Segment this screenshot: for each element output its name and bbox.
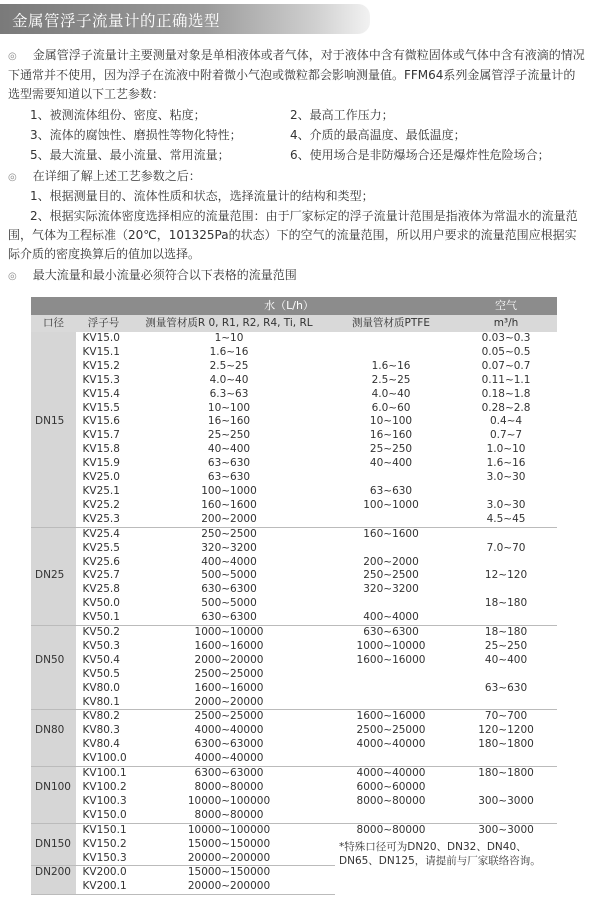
air-range-cell: 40~400 [484,653,528,666]
size-cell [31,852,76,866]
header-air-unit: m³/h [455,315,557,332]
bullet-icon: ◎ [8,271,17,282]
metal-range-cell: 8000~80000 [131,809,327,823]
ptfe-range-cell: 400~4000 [335,611,447,625]
size-cell [31,556,76,570]
ptfe-range-cell: 4000~40000 [356,767,426,780]
metal-range-cell: 15000~150000 [187,837,271,850]
header-water: 水（L/h） [131,297,447,315]
air-range-cell: 300~3000 [478,823,534,836]
ptfe-range-cell [335,513,447,527]
ptfe-range-cell [335,668,447,682]
table-intro: ◎ 最大流量和最小流量必须符合以下表格的流量范围 [8,268,297,282]
section-title-bar [0,4,370,34]
size-cell [31,471,76,485]
model-cell: KV15.8 [82,443,120,456]
metal-range-cell: 63~630 [207,471,251,484]
metal-range-cell: 6.3~63 [209,387,249,400]
table-row [31,696,557,710]
step-2: 2、根据实际流体密度选择相应的流量范围：由于厂家标定的浮子流量计范围是指液体为常温水的流量范围，气体为工程标准（20℃，101325Pa的状态）下的空气的流量范围，所以用户要求的流量范围应根据实际介质的密度换算后的值加以选择。 [8,209,578,261]
metal-range-cell: 630~6300 [201,583,257,596]
model-cell: KV150.2 [82,837,127,850]
ptfe-range-cell: 1.6~16 [371,359,411,372]
size-cell: DN200 [31,866,76,880]
metal-range-cell: 2.5~25 [209,359,249,372]
metal-range-cell: 25~250 [207,429,251,442]
metal-range-cell: 15000~150000 [187,866,271,879]
table-row [31,542,557,556]
size-cell [31,710,76,724]
model-cell: KV15.5 [82,401,120,414]
metal-range-cell: 10000~100000 [187,794,271,807]
table-row [31,597,557,611]
table-row [31,823,557,837]
air-range-cell [455,527,557,541]
model-cell: KV50.4 [82,653,120,666]
metal-range-cell: 10000~100000 [187,823,271,836]
model-cell: KV25.6 [82,555,120,568]
air-range-cell: 1.6~16 [486,457,526,470]
model-cell: KV15.9 [82,457,120,470]
air-range-cell: 3.0~30 [486,471,526,484]
air-range-cell: 1.0~10 [486,443,526,456]
param-3: 3、流体的腐蚀性、磨损性等物化特性； [30,128,242,142]
size-cell [31,346,76,360]
air-range-cell [455,809,557,823]
air-range-cell: 0.18~1.8 [481,387,531,400]
table-row [31,809,557,823]
table-row [31,346,557,360]
metal-range-cell: 630~6300 [131,611,327,625]
size-cell [31,668,76,682]
model-cell: KV100.2 [82,781,127,793]
size-cell [31,823,76,837]
table-row [31,654,557,668]
air-range-cell: 180~1800 [478,738,534,751]
size-cell [31,640,76,654]
page-title: 金属管浮子流量计的正确选型 [12,12,221,30]
table-row [31,443,557,457]
size-cell: DN25 [31,569,76,583]
size-cell [31,388,76,402]
after-params: ◎ 在详细了解上述工艺参数之后： [8,169,201,183]
ptfe-range-cell: 1600~16000 [356,653,426,666]
size-cell [31,402,76,416]
header-metal: 测量管材质R 0, R1, R2, R4, Ti, RL [131,315,327,332]
size-cell: DN50 [31,654,76,668]
size-cell [31,332,76,346]
model-cell: KV200.1 [76,880,131,894]
table-row [31,710,557,724]
ptfe-range-cell [335,346,447,360]
metal-range-cell: 4.0~40 [209,373,249,386]
model-cell: KV25.5 [82,541,120,554]
metal-range-cell: 40~400 [207,443,251,456]
metal-range-cell: 1000~10000 [194,626,264,639]
model-cell: KV15.3 [82,373,120,386]
table-row [31,556,557,570]
ptfe-range-cell: 2500~25000 [356,724,426,737]
model-cell: KV25.4 [82,527,120,540]
metal-range-cell: 10~100 [207,401,251,414]
header-ptfe: 测量管材质PTFE [335,315,447,332]
ptfe-range-cell: 1600~16000 [356,710,426,723]
size-cell [31,485,76,499]
size-cell [31,443,76,457]
ptfe-range-cell: 6.0~60 [371,401,411,414]
model-cell: KV25.8 [82,583,120,596]
ptfe-range-cell: 4000~40000 [356,738,426,751]
model-cell: KV80.3 [82,724,120,737]
size-cell [31,767,76,781]
air-range-cell: 0.03~0.3 [481,332,531,344]
metal-range-cell: 16~160 [207,415,251,428]
metal-range-cell: 500~5000 [201,597,257,610]
ptfe-range-cell [335,682,447,696]
size-cell [31,527,76,541]
air-range-cell [455,752,557,766]
table-row [31,752,557,766]
size-cell [31,374,76,388]
table-row [31,611,557,625]
table-row [31,429,557,443]
size-cell [31,738,76,752]
param-1: 1、被测流体组份、密度、粘度； [30,108,206,122]
model-cell: KV25.0 [82,471,120,484]
model-cell: KV150.3 [76,852,131,866]
metal-range-cell: 2500~25000 [194,710,264,723]
ptfe-range-cell [335,471,447,485]
size-cell [31,809,76,823]
ptfe-range-cell: 8000~80000 [356,823,426,836]
size-cell [31,696,76,710]
air-range-cell: 12~120 [484,569,528,582]
size-cell [31,583,76,597]
air-range-cell: 18~180 [484,626,528,639]
air-range-cell [455,696,557,710]
size-cell [31,682,76,696]
model-cell: KV100.1 [82,767,127,780]
air-range-cell [455,556,557,570]
air-range-cell: 0.4~4 [489,415,523,428]
ptfe-range-cell: 16~160 [369,429,413,442]
model-cell: KV200.0 [82,866,127,879]
model-cell: KV50.1 [76,611,131,625]
param-6: 6、使用场合是非防爆场合还是爆炸性危险场合； [290,148,550,162]
metal-range-cell: 1600~16000 [194,681,264,694]
model-cell: KV80.1 [76,696,131,710]
table-row [31,781,557,795]
model-cell: KV50.2 [82,626,120,639]
size-cell [31,542,76,556]
model-cell: KV100.0 [76,752,131,766]
table-row [31,415,557,429]
ptfe-range-cell [335,332,447,346]
table-row [31,374,557,388]
metal-range-cell: 6300~63000 [194,767,264,780]
model-cell: KV15.2 [82,359,120,372]
air-range-cell: 7.0~70 [486,541,526,554]
model-cell: KV25.2 [82,498,120,511]
air-range-cell [455,611,557,625]
table-row [31,583,557,597]
size-cell: DN80 [31,724,76,738]
model-cell: KV15.4 [82,387,120,400]
model-cell: KV15.7 [82,429,120,442]
metal-range-cell: 400~4000 [201,555,257,568]
param-2: 2、最高工作压力； [290,108,394,122]
model-cell: KV80.0 [82,681,120,694]
air-range-cell: 0.11~1.1 [481,373,531,386]
size-cell [31,597,76,611]
ptfe-range-cell: 200~2000 [363,555,419,568]
metal-range-cell: 500~5000 [201,569,257,582]
size-cell [31,795,76,809]
size-cell [31,880,76,894]
special-size-note: *特殊口径可为DN20、DN32、DN40、DN65、DN125，请提前与厂家联络咨询。 [339,840,541,867]
ptfe-range-cell: 6000~60000 [356,781,426,793]
air-range-cell: 300~3000 [478,794,534,807]
metal-range-cell: 250~2500 [201,527,257,540]
air-range-cell [455,668,557,682]
size-cell [31,513,76,527]
ptfe-range-cell [335,597,447,611]
model-cell: KV15.1 [82,345,120,358]
air-range-cell: 63~630 [484,681,528,694]
model-cell: KV15.6 [82,415,120,428]
size-cell [31,752,76,766]
table-row [31,838,557,852]
table-row [31,738,557,752]
table-row [31,724,557,738]
ptfe-range-cell: 10~100 [369,415,413,428]
header-blank [31,297,131,315]
air-range-cell: 0.7~7 [489,429,523,442]
table-row [31,795,557,809]
ptfe-range-cell: 4.0~40 [371,387,411,400]
param-5: 5、最大流量、最小流量、常用流量； [30,148,230,162]
header-size: 口径 [31,315,76,332]
size-cell [31,360,76,374]
model-cell: KV50.0 [82,597,120,610]
air-range-cell: 4.5~45 [455,513,557,527]
table-row [31,457,557,471]
table-row [31,527,557,541]
ptfe-range-cell [335,809,447,823]
model-cell: KV80.2 [82,710,120,723]
ptfe-range-cell: 100~1000 [363,498,419,511]
header-model: 浮子号 [76,315,131,332]
table-row [31,668,557,682]
model-cell: KV15.0 [82,332,120,344]
bullet-icon: ◎ [8,172,17,183]
table-row [31,626,557,640]
model-cell: KV150.0 [76,809,131,823]
table-row [31,388,557,402]
model-cell: KV80.4 [82,738,120,751]
table-row [31,513,557,527]
air-range-cell: 0.28~2.8 [481,401,531,414]
air-range-cell: 0.05~0.5 [481,345,531,358]
metal-range-cell: 20000~200000 [131,852,327,866]
ptfe-range-cell: 1000~10000 [356,639,426,652]
metal-range-cell: 4000~40000 [131,752,327,766]
metal-range-cell: 1.6~16 [209,345,249,358]
metal-range-cell: 6300~63000 [194,738,264,751]
model-cell: KV25.7 [82,569,120,582]
metal-range-cell: 2500~25000 [194,667,264,680]
table-row [31,569,557,583]
metal-range-cell: 1~10 [214,332,244,344]
air-range-cell: 3.0~30 [486,498,526,511]
ptfe-range-cell: 630~6300 [363,626,419,639]
table-row [31,682,557,696]
ptfe-range-cell: 250~2500 [363,569,419,582]
size-cell [31,429,76,443]
metal-range-cell: 160~1600 [201,498,257,511]
table-row [31,499,557,513]
air-range-cell [455,781,557,795]
metal-range-cell: 200~2000 [131,513,327,527]
param-4: 4、介质的最高温度、最低温度； [290,128,466,142]
ptfe-range-cell: 8000~80000 [356,794,426,807]
intro-text: 金属管浮子流量计主要测量对象是单相液体或者气体，对于液体中含有微粒固体或气体中含有液滴的情况下通常并不使用，因为浮子在流液中附着微小气泡或微粒都会影响测量值。FFM64系列金属管浮子流量计的选型需要知道以下工艺参数： [8,48,585,101]
size-cell: DN100 [31,781,76,795]
model-cell: KV50.3 [82,639,120,652]
table-row [31,360,557,374]
ptfe-range-cell: 40~400 [369,457,413,470]
table-row [31,485,557,499]
table-row [31,332,557,346]
table-row [31,471,557,485]
ptfe-range-cell [335,752,447,766]
model-cell: KV50.5 [82,667,120,680]
table-row [31,402,557,416]
flow-range-table [31,297,557,895]
size-cell [31,626,76,640]
air-range-cell: 18~180 [484,597,528,610]
air-range-cell: 70~700 [484,710,528,723]
metal-range-cell: 8000~80000 [194,781,264,793]
size-cell: DN15 [31,415,76,429]
ptfe-range-cell: 2.5~25 [371,373,411,386]
size-cell [31,499,76,513]
model-cell: KV25.1 [82,484,120,497]
air-range-cell [455,485,557,499]
bullet-icon: ◎ [8,51,17,62]
size-cell: DN150 [31,838,76,852]
header-air: 空气 [455,297,557,315]
air-range-cell [455,583,557,597]
ptfe-range-cell: 160~1600 [363,527,419,540]
ptfe-range-cell [335,542,447,556]
air-range-cell: 180~1800 [478,767,534,780]
metal-range-cell: 100~1000 [201,484,257,497]
step-1: 1、根据测量目的、流体性质和状态，选择流量计的结构和类型； [30,189,374,203]
air-range-cell: 0.07~0.7 [481,359,531,372]
model-cell: KV25.3 [76,513,131,527]
ptfe-range-cell: 25~250 [369,443,413,456]
metal-range-cell: 20000~200000 [131,880,327,894]
model-cell: KV150.1 [82,823,127,836]
metal-range-cell: 320~3200 [201,541,257,554]
size-cell [31,611,76,625]
size-cell [31,457,76,471]
ptfe-range-cell [335,696,447,710]
table-row [31,640,557,654]
intro-paragraph [8,46,586,104]
air-range-cell: 25~250 [484,639,528,652]
metal-range-cell: 63~630 [207,457,251,470]
metal-range-cell: 2000~20000 [194,653,264,666]
ptfe-range-cell: 63~630 [369,484,413,497]
metal-range-cell: 4000~40000 [194,724,264,737]
metal-range-cell: 1600~16000 [194,639,264,652]
metal-range-cell: 2000~20000 [131,696,327,710]
ptfe-range-cell: 320~3200 [363,583,419,596]
table-row [31,767,557,781]
air-range-cell: 120~1200 [478,724,534,737]
model-cell: KV100.3 [82,794,127,807]
table-body [31,332,557,895]
